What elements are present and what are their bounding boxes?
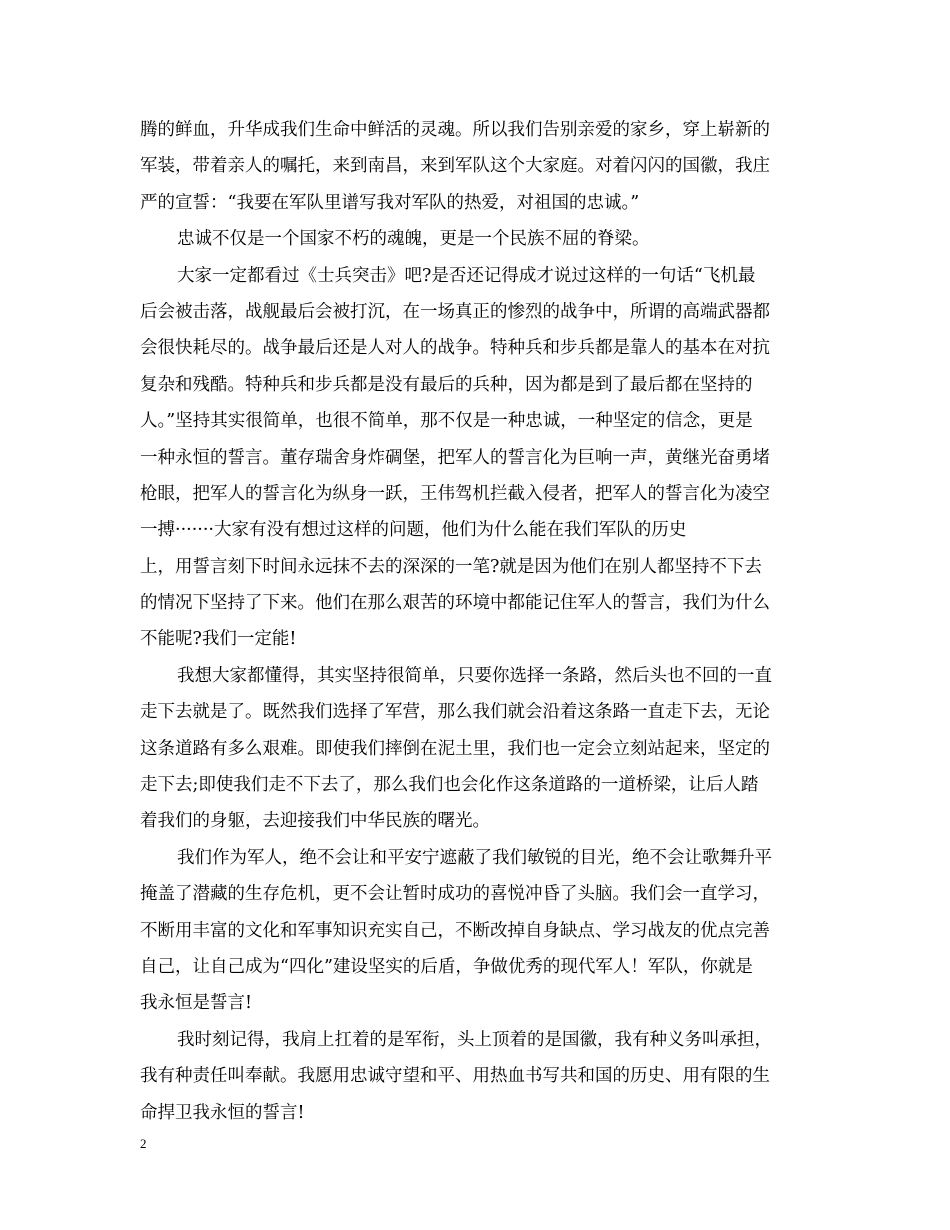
text-line: 军装，带着亲人的嘱托，来到南昌，来到军队这个大家庭。对着闪闪的国徽，我庄 (140, 156, 770, 177)
text-line: 着我们的身躯，去迎接我们中华民族的曙光。 (140, 811, 490, 832)
text-line: 人。”坚持其实很简单，也很不简单，那不仅是一种忠诚，一种坚定的信念，更是 (140, 411, 753, 432)
text-line: 后会被击落，战舰最后会被打沉，在一场真正的惨烈的战争中，所谓的高端武器都 (140, 301, 770, 322)
text-line: 忠诚不仅是一个国家不朽的魂魄，更是一个民族不屈的脊梁。 (177, 229, 650, 250)
page-number: 2 (140, 1136, 147, 1151)
text-line: 我永恒是誓言! (140, 993, 253, 1014)
text-line: 我想大家都懂得，其实坚持很简单，只要你选择一条路，然后头也不回的一直 (177, 665, 772, 686)
text-line: 我时刻记得，我肩上扛着的是军衔，头上顶着的是国徽，我有种义务叫承担， (177, 1029, 772, 1050)
text-line: 会很快耗尽的。战争最后还是人对人的战争。特种兵和步兵都是靠人的基本在对抗 (140, 338, 770, 359)
text-line: 上，用誓言刻下时间永远抹不去的深深的一笔?就是因为他们在别人都坚持不下去 (140, 556, 762, 577)
document-body (140, 112, 812, 1131)
text-line: 腾的鲜血，升华成我们生命中鲜活的灵魂。所以我们告别亲爱的家乡，穿上崭新的 (140, 120, 770, 140)
text-line: 掩盖了潜藏的生存危机，更不会让暂时成功的喜悦冲昏了头脑。我们会一直学习， (140, 884, 770, 905)
text-line: 自己，让自己成为“四化”建设坚实的后盾，争做优秀的现代军人！军队，你就是 (140, 956, 753, 977)
text-line: 我有种责任叫奉献。我愿用忠诚守望和平、用热血书写共和国的历史、用有限的生 (140, 1066, 770, 1087)
text-line: 复杂和残酷。特种兵和步兵都是没有最后的兵种，因为都是到了最后都在坚持的 (140, 374, 753, 395)
text-line: 我们作为军人，绝不会让和平安宁遮蔽了我们敏锐的目光，绝不会让歌舞升平 (177, 847, 772, 868)
text-line: 一搏·······大家有没有想过这样的问题，他们为什么能在我们军队的历史 (140, 520, 687, 541)
text-line: 不能呢?我们一定能! (140, 629, 297, 650)
text-line: 不断用丰富的文化和军事知识充实自己，不断改掉自身缺点、学习战友的优点完善 (140, 920, 770, 941)
text-line: 严的宣誓：“我要在军队里谱写我对军队的热爱，对祖国的忠诚。” (140, 192, 640, 213)
text-line: 走下去;即使我们走不下去了，那么我们也会化作这条道路的一道桥梁，让后人踏 (140, 775, 759, 796)
text-line: 命捍卫我永恒的誓言! (140, 1102, 305, 1123)
text-line: 走下去就是了。既然我们选择了军营，那么我们就会沿着这条路一直走下去，无论 (140, 702, 770, 723)
text-line: 大家一定都看过《士兵突击》吧?是否还记得成才说过这样的一句话“飞机最 (177, 265, 756, 286)
text-line: 枪眼，把军人的誓言化为纵身一跃，王伟驾机拦截入侵者，把军人的誓言化为凌空 (140, 483, 770, 504)
text-line: 的情况下坚持了下来。他们在那么艰苦的环境中都能记住军人的誓言，我们为什么 (140, 593, 770, 614)
text-line: 一种永恒的誓言。董存瑞舍身炸碉堡，把军人的誓言化为巨响一声，黄继光奋勇堵 (140, 447, 770, 468)
text-line: 这条道路有多么艰难。即使我们摔倒在泥土里，我们也一定会立刻站起来，坚定的 (140, 738, 770, 759)
